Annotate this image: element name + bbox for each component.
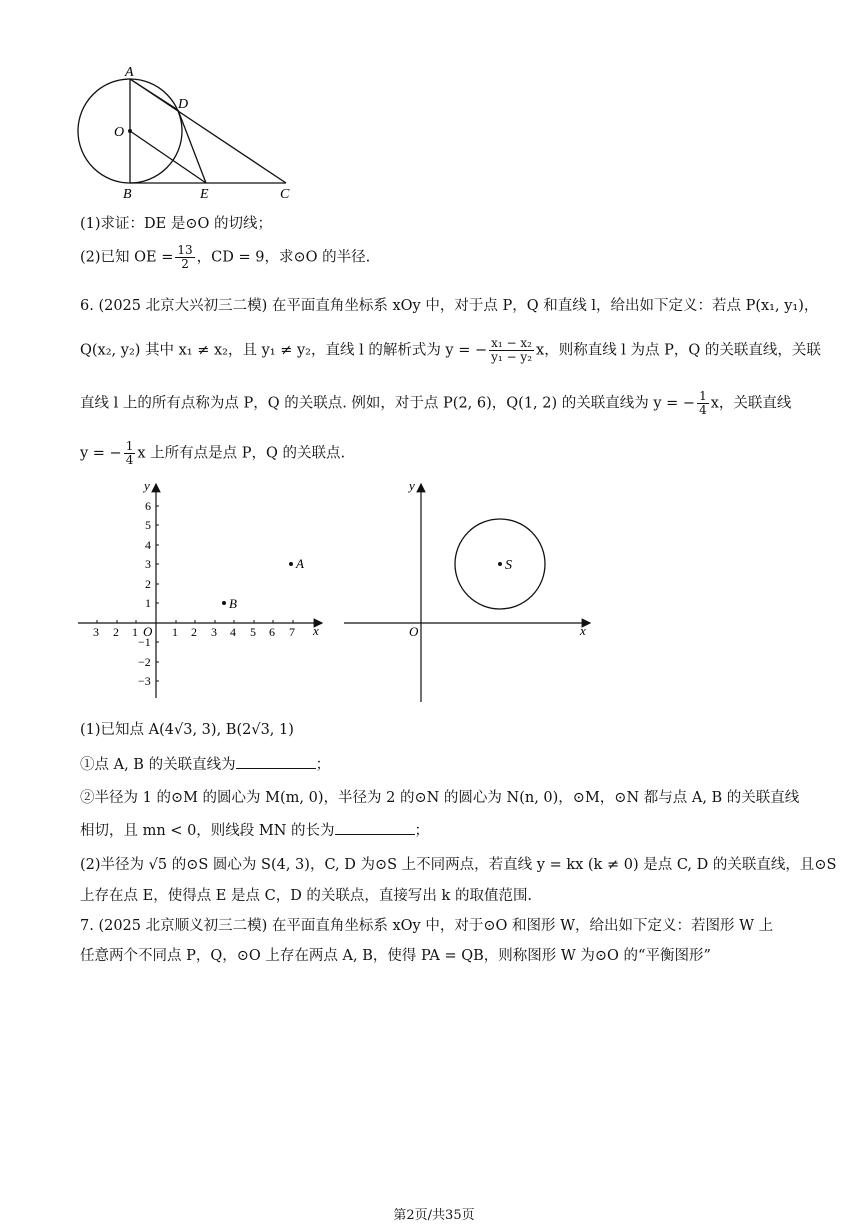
- q6-part1-item1: [80, 754, 330, 775]
- q6-line3-prefix: 直线 l 上的所有点称为点 P，Q 的关联点. 例如，对于点 P(2, 6)，Q(1, 2) 的关联直线为 y = −: [80, 395, 696, 412]
- point-a-dot: [289, 562, 293, 566]
- segment-oe: [130, 131, 206, 183]
- y-tick-label: −2: [138, 655, 151, 669]
- coordinate-graph-right: [340, 478, 596, 704]
- x-axis-label: x: [580, 623, 586, 638]
- segment-ad: [130, 79, 178, 110]
- q6-line3-fraction: [697, 390, 709, 417]
- y-axis-label: y: [409, 478, 415, 493]
- y-tick-label: 1: [145, 596, 151, 610]
- answer-blank-1[interactable]: [236, 754, 316, 769]
- q5-frac-den: 2: [181, 257, 189, 271]
- q6-line2-suffix: x，则称直线 l 为点 P，Q 的关联直线，关联: [536, 342, 821, 359]
- point-a-label: A: [296, 556, 304, 571]
- label-c: C: [280, 187, 290, 202]
- geometry-figure: [70, 66, 300, 202]
- q6-line4: [80, 440, 345, 467]
- q6-part2-line1: (2)半径为 √5 的⊙S 圆心为 S(4, 3)，C, D 为⊙S 上不同两点，若直线 y = kx (k ≠ 0) 是点 C, D 的关联直线，且⊙S: [80, 857, 837, 873]
- q6-line2: [80, 337, 821, 364]
- q6-line4-frac-num: 1: [125, 439, 134, 453]
- point-b-label: B: [229, 596, 237, 611]
- q6-part1-item2b-text: 相切，且 mn < 0，则线段 MN 的长为: [80, 823, 335, 839]
- q6-line3-frac-num: 1: [699, 389, 707, 403]
- q5-part2-suffix: ，CD = 9，求⊙O 的半径.: [196, 249, 371, 266]
- q6-line4-suffix: x 上所有点是点 P，Q 的关联点.: [137, 445, 346, 462]
- label-d: D: [178, 97, 189, 112]
- x-tick-label: 6: [269, 625, 275, 639]
- origin-label: O: [143, 624, 153, 639]
- answer-blank-2[interactable]: [335, 820, 415, 835]
- y-axis-label: y: [144, 478, 150, 493]
- q6-line3-frac-den: 4: [699, 403, 707, 417]
- q5-frac-num: 13: [177, 243, 193, 257]
- q6-line1: 6. (2025 北京大兴初三二模) 在平面直角坐标系 xOy 中，对于点 P，Q 和直线 l，给出如下定义：若点 P(x₁, y₁)，: [80, 298, 819, 314]
- q7-line1: 7. (2025 北京顺义初三二模) 在平面直角坐标系 xOy 中，对于⊙O 和图形 W，给出如下定义：若图形 W 上: [80, 918, 774, 934]
- page-footer: 第2页/共35页: [393, 1208, 475, 1223]
- x-tick-label: 2: [191, 625, 197, 639]
- point-s-dot: [498, 562, 502, 566]
- label-a: A: [125, 66, 134, 80]
- label-b: B: [123, 187, 132, 202]
- y-tick-label: 5: [145, 518, 151, 532]
- origin-label: O: [409, 624, 419, 639]
- y-tick-label: −3: [138, 674, 151, 688]
- q6-part1-intro: (1)已知点 A(4√3, 3), B(2√3, 1): [80, 722, 294, 738]
- y-tick-label: 4: [145, 538, 151, 552]
- q6-part1-item2: ②半径为 1 的⊙M 的圆心为 M(m, 0)，半径为 2 的⊙N 的圆心为 N(n, 0)，⊙M，⊙N 都与点 A, B 的关联直线: [80, 790, 800, 806]
- label-o: O: [114, 125, 125, 140]
- y-tick-label: −1: [138, 635, 151, 649]
- x-tick-label: 3: [93, 625, 99, 639]
- q6-part1-item1-end: ；: [315, 757, 331, 773]
- x-tick-label: 2: [113, 625, 119, 639]
- x-tick-label: 1: [172, 625, 178, 639]
- q6-part1-item2b-end: ；: [414, 823, 430, 839]
- label-e: E: [200, 187, 209, 202]
- q6-part2-line2: 上存在点 E，使得点 E 是点 C，D 的关联点，直接写出 k 的取值范围.: [80, 888, 533, 904]
- q6-line4-prefix: y = −: [80, 445, 122, 462]
- q6-line4-fraction: [124, 440, 136, 467]
- center-dot: [128, 129, 132, 133]
- q5-fraction: [175, 244, 194, 271]
- q6-line3-suffix: x，关联直线: [710, 395, 792, 412]
- q6-line2-fraction: [489, 337, 534, 364]
- x-tick-label: 3: [211, 625, 217, 639]
- y-tick-label: 3: [145, 557, 151, 571]
- q6-line4-frac-den: 4: [125, 453, 134, 467]
- point-s-label: S: [505, 558, 512, 573]
- x-tick-label: 7: [289, 625, 295, 639]
- q6-line2-frac-num: x₁ − x₂: [491, 336, 532, 350]
- q5-part2-prefix: (2)已知 OE =: [80, 249, 174, 266]
- q6-part1-item2b: [80, 820, 429, 841]
- q6-line3: [80, 390, 791, 417]
- q5-part1: (1)求证：DE 是⊙O 的切线；: [80, 216, 273, 232]
- y-tick-label: 2: [145, 577, 151, 591]
- y-tick-label: 6: [145, 499, 151, 513]
- q7-line2: 任意两个不同点 P，Q，⊙O 上存在两点 A, B，使得 PA = QB，则称图形 W 为⊙O 的“平衡图形”: [80, 948, 711, 964]
- q5-part2: [80, 244, 370, 271]
- q6-line2-prefix: Q(x₂, y₂) 其中 x₁ ≠ x₂，且 y₁ ≠ y₂，直线 l 的解析式为 y = −: [80, 342, 488, 359]
- x-axis-label: x: [313, 623, 319, 638]
- x-tick-label: 1: [132, 625, 138, 639]
- x-tick-label: 4: [230, 625, 236, 639]
- x-tick-label: 5: [250, 625, 256, 639]
- q6-line2-frac-den: y₁ − y₂: [491, 350, 533, 364]
- point-b-dot: [222, 601, 226, 605]
- q6-part1-item1-text: ①点 A, B 的关联直线为: [80, 757, 236, 773]
- coordinate-graph-left: [74, 478, 330, 704]
